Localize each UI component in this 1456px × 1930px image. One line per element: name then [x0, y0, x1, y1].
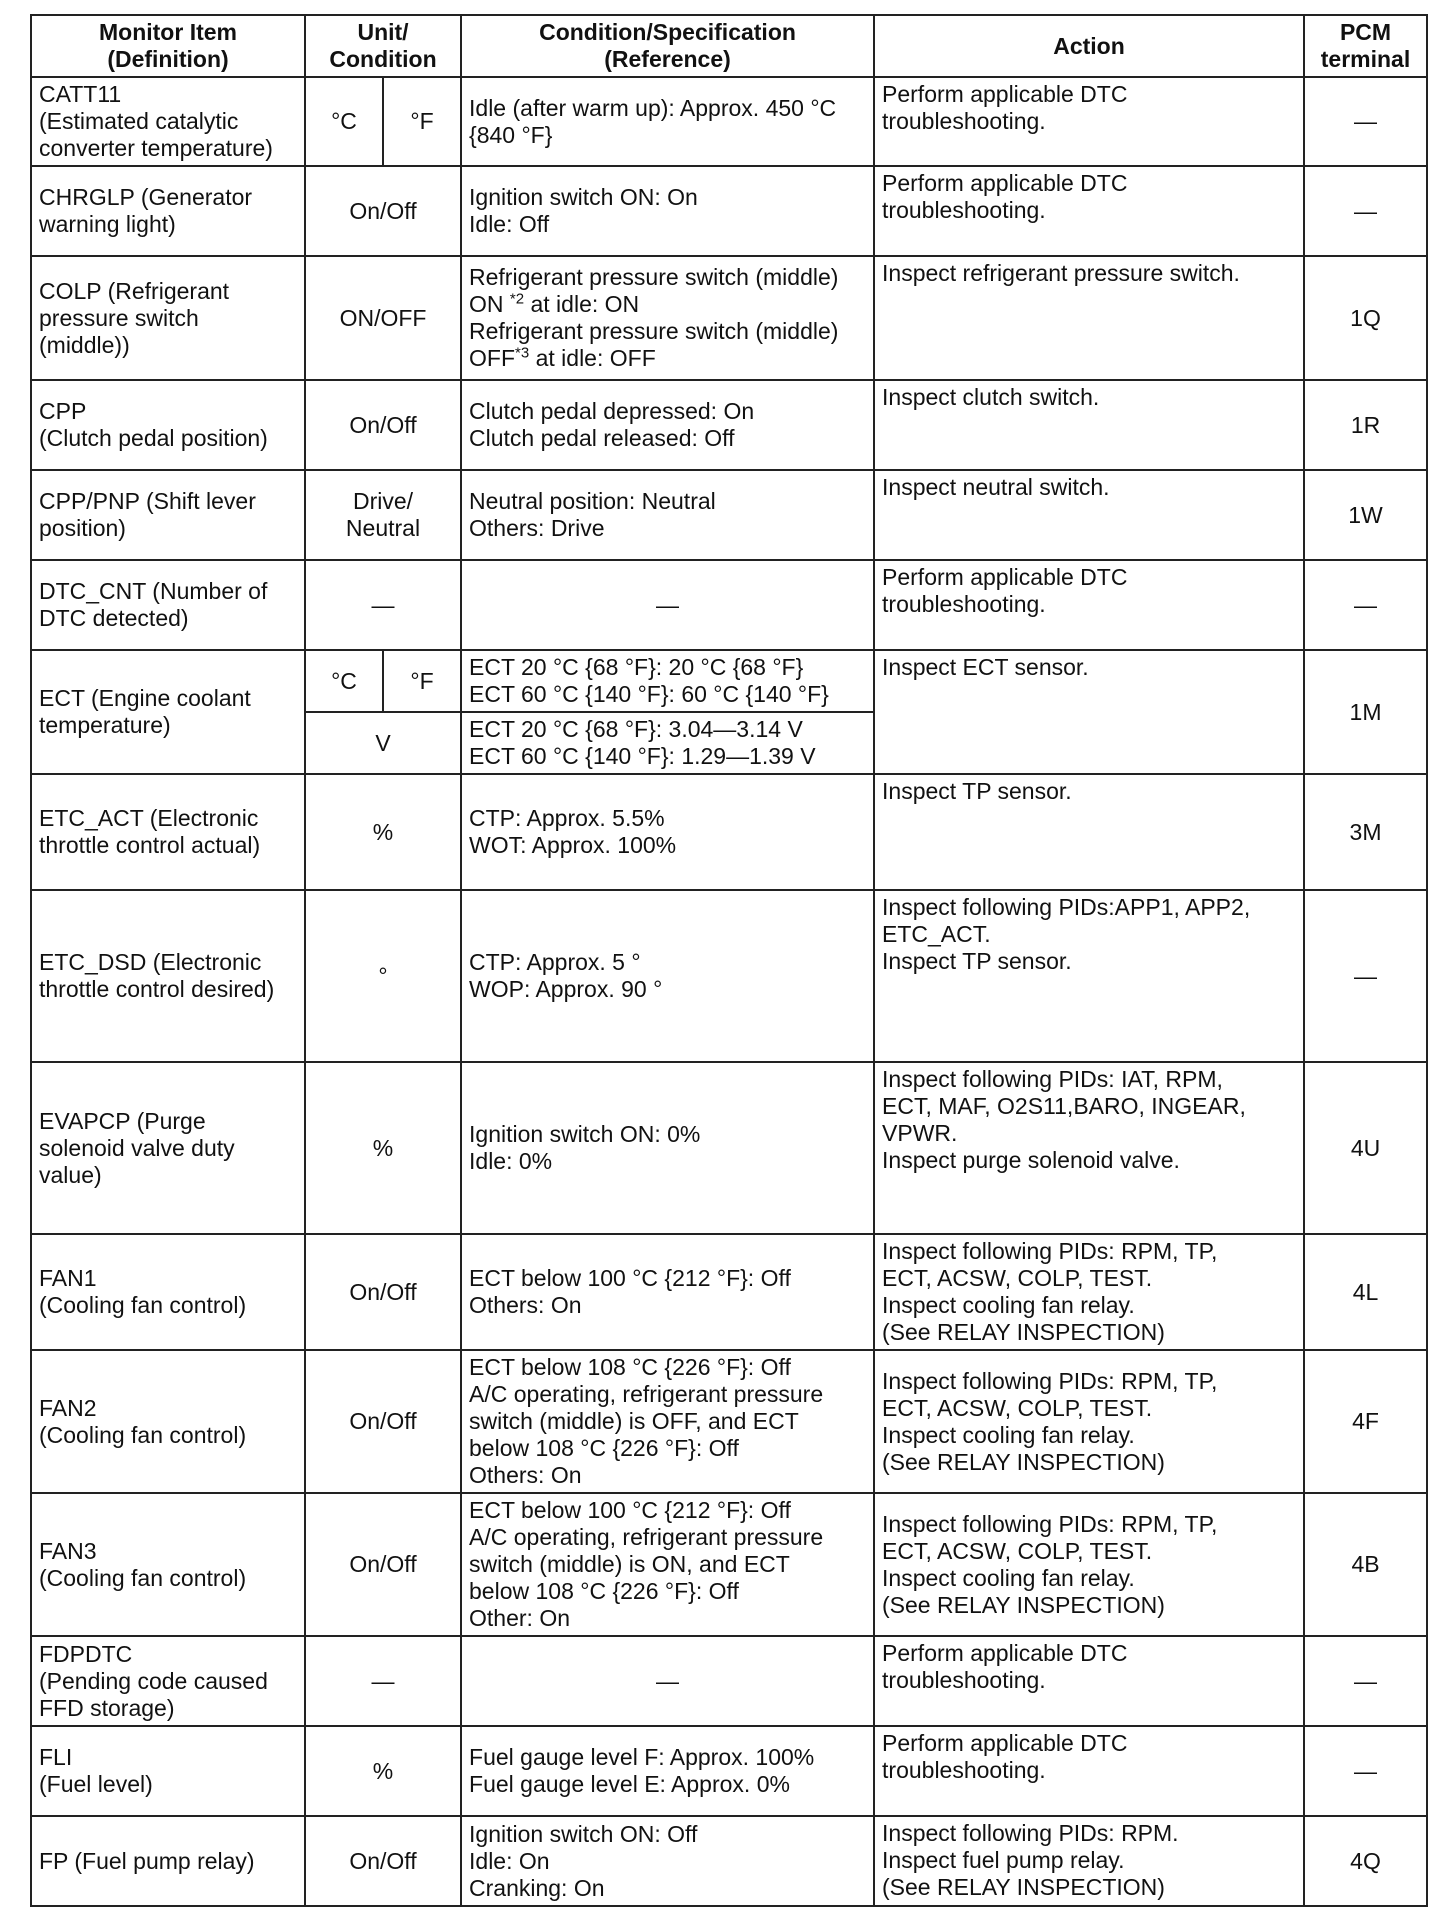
- pcm-terminal: —: [1304, 166, 1427, 256]
- monitor-item: CPP/PNP (Shift lever position): [31, 470, 305, 560]
- footnote-ref: *3: [515, 344, 530, 362]
- monitor-item: ECT (Engine coolant temperature): [31, 650, 305, 774]
- unit: %: [305, 1726, 461, 1816]
- action: Perform applicable DTC troubleshooting.: [874, 1726, 1304, 1816]
- table-row: [31, 560, 1427, 650]
- condition-text: at idle: ON Refrigerant pressure switch (middle) OFF: [469, 291, 839, 371]
- action: Inspect following PIDs: IAT, RPM, ECT, MAF, O2S11,BARO, INGEAR, VPWR. Inspect purge solenoid valve.: [874, 1062, 1304, 1234]
- condition: ECT 20 °C {68 °F}: 20 °C {68 °F} ECT 60 °C {140 °F}: 60 °C {140 °F}: [461, 650, 874, 712]
- monitor-item: CATT11 (Estimated catalytic converter temperature): [31, 77, 305, 166]
- action: Perform applicable DTC troubleshooting.: [874, 1636, 1304, 1726]
- unit: V: [305, 712, 461, 774]
- action: Inspect ECT sensor.: [874, 650, 1304, 774]
- monitor-item: FLI (Fuel level): [31, 1726, 305, 1816]
- pcm-terminal: —: [1304, 890, 1427, 1062]
- condition: ECT below 100 °C {212 °F}: Off Others: On: [461, 1234, 874, 1350]
- monitor-item: ETC_ACT (Electronic throttle control actual): [31, 774, 305, 890]
- unit: On/Off: [305, 380, 461, 470]
- action: Perform applicable DTC troubleshooting.: [874, 166, 1304, 256]
- unit: °C: [305, 77, 383, 166]
- table-row: [31, 650, 1427, 712]
- pcm-terminal: —: [1304, 1726, 1427, 1816]
- table-row: [31, 1234, 1427, 1350]
- condition: —: [461, 1636, 874, 1726]
- condition: Fuel gauge level F: Approx. 100% Fuel gauge level E: Approx. 0%: [461, 1726, 874, 1816]
- action: Inspect TP sensor.: [874, 774, 1304, 890]
- table-row: [31, 1726, 1427, 1816]
- pcm-terminal: 4B: [1304, 1493, 1427, 1636]
- pcm-terminal: 1W: [1304, 470, 1427, 560]
- action: Inspect clutch switch.: [874, 380, 1304, 470]
- table-row: [31, 1062, 1427, 1234]
- unit: On/Off: [305, 166, 461, 256]
- condition: Neutral position: Neutral Others: Drive: [461, 470, 874, 560]
- condition: CTP: Approx. 5 ° WOP: Approx. 90 °: [461, 890, 874, 1062]
- condition: —: [461, 560, 874, 650]
- action: Inspect following PIDs: RPM, TP, ECT, ACSW, COLP, TEST. Inspect cooling fan relay. (See RELAY INSPECTION): [874, 1493, 1304, 1636]
- condition: ECT below 100 °C {212 °F}: Off A/C operating, refrigerant pressure switch (middle) is ON, and ECT below 108 °C {226 °F}: Off Other: On: [461, 1493, 874, 1636]
- action: Inspect following PIDs: RPM, TP, ECT, ACSW, COLP, TEST. Inspect cooling fan relay. (See RELAY INSPECTION): [874, 1350, 1304, 1493]
- condition: ECT below 108 °C {226 °F}: Off A/C operating, refrigerant pressure switch (middle) is OFF, and ECT below 108 °C {226 °F}: Off Others: On: [461, 1350, 874, 1493]
- unit: ON/OFF: [305, 256, 461, 380]
- action: Perform applicable DTC troubleshooting.: [874, 77, 1304, 166]
- unit: °: [305, 890, 461, 1062]
- condition: ECT 20 °C {68 °F}: 3.04—3.14 V ECT 60 °C {140 °F}: 1.29—1.39 V: [461, 712, 874, 774]
- monitor-item: ETC_DSD (Electronic throttle control desired): [31, 890, 305, 1062]
- header-pcm-terminal: PCM terminal: [1304, 15, 1427, 77]
- monitor-item: FAN1 (Cooling fan control): [31, 1234, 305, 1350]
- condition: Ignition switch ON: Off Idle: On Cranking: On: [461, 1816, 874, 1906]
- pcm-terminal: 3M: [1304, 774, 1427, 890]
- condition: CTP: Approx. 5.5% WOT: Approx. 100%: [461, 774, 874, 890]
- unit: On/Off: [305, 1493, 461, 1636]
- monitor-item: CPP (Clutch pedal position): [31, 380, 305, 470]
- action: Perform applicable DTC troubleshooting.: [874, 560, 1304, 650]
- table-row: [31, 1636, 1427, 1726]
- unit: —: [305, 560, 461, 650]
- table-row: [31, 77, 1427, 166]
- pid-monitor-table-page: [30, 14, 1426, 1907]
- unit: %: [305, 1062, 461, 1234]
- pcm-terminal: 4Q: [1304, 1816, 1427, 1906]
- unit: —: [305, 1636, 461, 1726]
- action: Inspect neutral switch.: [874, 470, 1304, 560]
- condition: [461, 256, 874, 380]
- unit: On/Off: [305, 1234, 461, 1350]
- monitor-item: FP (Fuel pump relay): [31, 1816, 305, 1906]
- header-condition-specification: Condition/Specification (Reference): [461, 15, 874, 77]
- action: Inspect following PIDs: RPM, TP, ECT, ACSW, COLP, TEST. Inspect cooling fan relay. (See RELAY INSPECTION): [874, 1234, 1304, 1350]
- header-row: [31, 15, 1427, 77]
- table-row: [31, 380, 1427, 470]
- pcm-terminal: 1R: [1304, 380, 1427, 470]
- pid-monitor-table: [30, 14, 1428, 1907]
- table-row: [31, 1493, 1427, 1636]
- header-unit-condition: Unit/ Condition: [305, 15, 461, 77]
- unit: Drive/ Neutral: [305, 470, 461, 560]
- pcm-terminal: 4U: [1304, 1062, 1427, 1234]
- table-row: [31, 1350, 1427, 1493]
- table-row: [31, 774, 1427, 890]
- pcm-terminal: 1Q: [1304, 256, 1427, 380]
- monitor-item: FAN2 (Cooling fan control): [31, 1350, 305, 1493]
- table-row: [31, 1816, 1427, 1906]
- pcm-terminal: —: [1304, 560, 1427, 650]
- pcm-terminal: 4F: [1304, 1350, 1427, 1493]
- footnote-ref: *2: [509, 290, 525, 308]
- monitor-item: EVAPCP (Purge solenoid valve duty value): [31, 1062, 305, 1234]
- monitor-item: COLP (Refrigerant pressure switch (middle)): [31, 256, 305, 380]
- unit: %: [305, 774, 461, 890]
- unit: °F: [383, 650, 461, 712]
- table-row: [31, 470, 1427, 560]
- monitor-item: FAN3 (Cooling fan control): [31, 1493, 305, 1636]
- condition: Clutch pedal depressed: On Clutch pedal released: Off: [461, 380, 874, 470]
- pcm-terminal: —: [1304, 77, 1427, 166]
- condition: Idle (after warm up): Approx. 450 °C {840 °F}: [461, 77, 874, 166]
- action: Inspect following PIDs: RPM. Inspect fuel pump relay. (See RELAY INSPECTION): [874, 1816, 1304, 1906]
- action: Inspect following PIDs:APP1, APP2, ETC_ACT. Inspect TP sensor.: [874, 890, 1304, 1062]
- monitor-item: CHRGLP (Generator warning light): [31, 166, 305, 256]
- unit: °F: [383, 77, 461, 166]
- header-action: Action: [874, 15, 1304, 77]
- monitor-item: DTC_CNT (Number of DTC detected): [31, 560, 305, 650]
- pcm-terminal: 4L: [1304, 1234, 1427, 1350]
- condition: Ignition switch ON: On Idle: Off: [461, 166, 874, 256]
- monitor-item: FDPDTC (Pending code caused FFD storage): [31, 1636, 305, 1726]
- table-row: [31, 166, 1427, 256]
- pcm-terminal: 1M: [1304, 650, 1427, 774]
- unit: On/Off: [305, 1816, 461, 1906]
- table-row: [31, 256, 1427, 380]
- header-monitor-item: Monitor Item (Definition): [31, 15, 305, 77]
- condition-text: at idle: OFF: [529, 345, 656, 371]
- pcm-terminal: —: [1304, 1636, 1427, 1726]
- unit: On/Off: [305, 1350, 461, 1493]
- table-row: [31, 890, 1427, 1062]
- unit: °C: [305, 650, 383, 712]
- condition: Ignition switch ON: 0% Idle: 0%: [461, 1062, 874, 1234]
- condition-text: Refrigerant pressure switch (middle) ON: [469, 264, 839, 317]
- action: Inspect refrigerant pressure switch.: [874, 256, 1304, 380]
